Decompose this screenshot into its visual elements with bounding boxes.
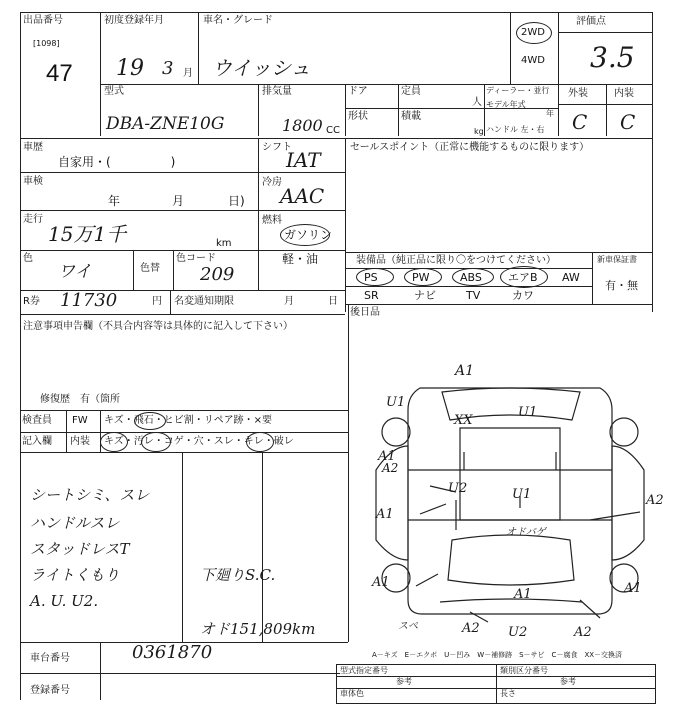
equip-aw: AW <box>562 271 580 284</box>
grade-label: 評価点 <box>576 16 606 27</box>
damage-mark-17: U2 <box>508 625 528 640</box>
equip-pw: PW <box>412 271 430 284</box>
displacement-label: 排気量 <box>262 86 292 97</box>
interior-grade: C <box>620 110 636 134</box>
reference-label-2: 参考 <box>560 677 576 686</box>
cc-unit: CC <box>326 125 340 136</box>
equipment-label: 装備品（純正品に限り〇をつけてください） <box>356 255 556 266</box>
damage-mark-5: A1 <box>378 449 396 464</box>
notice-label: 名変通知期限 <box>174 296 234 307</box>
shift-value: IAT <box>286 148 321 172</box>
reference-label: 参考 <box>396 677 412 686</box>
caution-label: 注意事項申告欄（不具合内容等は具体的に記入して下さい） <box>23 321 293 332</box>
note-line-2: ハンドルスレ <box>30 514 120 532</box>
equip-abs: ABS <box>460 271 482 284</box>
lot-number: 47 <box>46 60 73 87</box>
damage-mark-1: A1 <box>455 363 475 379</box>
displacement: 1800 <box>282 116 323 135</box>
inspection-month-unit: 月 <box>172 194 185 208</box>
model-label: 型式 <box>104 86 124 97</box>
interior-items: キズ・汚レ・コゲ・穴・スレ・キレ・破レ <box>104 436 294 447</box>
damage-mark-12: A1 <box>372 575 390 590</box>
equip-ps: PS <box>364 271 378 284</box>
notice-month: 月 <box>284 296 294 307</box>
chassis-label: 車台番号 <box>30 653 70 664</box>
door-label: ドア <box>348 86 368 97</box>
registration-label: 登録番号 <box>30 685 70 696</box>
fuel-gasoline: ガソリン <box>284 228 333 242</box>
repair-label: 修復歴 有（箇所 <box>40 394 120 405</box>
km-unit: km <box>216 238 232 249</box>
equip-navi: ナビ <box>414 289 436 302</box>
note-line-3: スタッドレスT <box>30 540 130 558</box>
equip-airbag: エアB <box>508 271 538 284</box>
color-code-label: 色コード <box>176 253 216 264</box>
fuel-diesel: 軽・油 <box>282 252 319 266</box>
drive-4wd: 4WD <box>521 55 545 66</box>
equip-sr: SR <box>364 289 379 302</box>
inspection-label: 車検 <box>23 176 43 187</box>
under-note: 下廻りS.C. <box>200 566 276 584</box>
mileage-value: 15万1千 <box>48 222 127 246</box>
rear-seat-label: 後日品 <box>350 307 380 318</box>
entry-label: 記入欄 <box>22 436 52 447</box>
damage-mark-11: オドバゲ <box>506 527 546 538</box>
history-value: 自家用・( ) <box>58 155 176 169</box>
odometer-note: オド151,809km <box>200 620 316 638</box>
first-registration-year: 19 <box>116 56 144 81</box>
person-unit: 人 <box>472 97 482 108</box>
color-value: ワイ <box>58 262 92 282</box>
damage-mark-10: A2 <box>646 493 664 508</box>
kg-unit: kg <box>474 127 484 136</box>
month-unit: 月 <box>183 68 193 79</box>
damage-mark-16: A2 <box>574 625 592 640</box>
grade: 3.5 <box>590 41 635 74</box>
damage-mark-6: A2 <box>382 461 399 475</box>
fw-label: FW <box>72 415 88 426</box>
history-label: 車歴 <box>23 142 43 153</box>
equip-tv: TV <box>466 289 481 302</box>
shift-label: シフト <box>262 142 292 153</box>
first-registration-month: 3 <box>162 58 174 79</box>
shape-label: 形状 <box>348 111 368 122</box>
color-code: 209 <box>200 264 235 285</box>
handle-label: ハンドル 左・右 <box>486 125 545 134</box>
load-label: 積載 <box>401 111 421 122</box>
ac-value: AAC <box>280 184 325 208</box>
inspection-day-unit: 日) <box>228 194 245 208</box>
ac-label: 冷房 <box>262 177 282 188</box>
inspector-label: 検査員 <box>22 415 52 426</box>
exterior-label: 外装 <box>568 88 588 99</box>
lot-number-code: [1098] <box>33 39 60 48</box>
notice-day: 日 <box>328 296 338 307</box>
yen-unit: 円 <box>152 296 162 307</box>
damage-mark-18: A1 <box>624 581 642 596</box>
model-year-unit: 年 <box>546 109 554 118</box>
damage-mark-14: A2 <box>462 621 480 636</box>
sales-point-label: セールスポイント（正常に機能するものに限ります） <box>350 142 590 153</box>
damage-mark-13: A1 <box>514 587 532 602</box>
color-label: 色 <box>23 253 33 264</box>
drive-2wd: 2WD <box>521 27 545 38</box>
warranty-value: 有・無 <box>605 279 638 292</box>
damage-mark-3: XX <box>454 413 473 428</box>
inspection-year-unit: 年 <box>108 194 121 208</box>
damage-mark-9: A1 <box>376 507 394 522</box>
note-line-1: シートシミ、スレ <box>30 486 150 504</box>
note-line-5: A. U. U2. <box>30 592 99 610</box>
interior-items-label: 内装 <box>70 436 90 447</box>
class-number-label: 類別区分番号 <box>500 666 548 675</box>
fw-items: キズ・飛石・ヒビ割・リペア跡・×要 <box>104 415 272 426</box>
model-cert-label: 型式指定番号 <box>340 666 388 675</box>
car-name: ウイッシュ <box>212 56 311 80</box>
damage-mark-4: U1 <box>518 405 538 420</box>
recycle-label: R券 <box>23 296 40 307</box>
model-code: DBA-ZNE10G <box>106 114 225 134</box>
equip-leather: カワ <box>512 289 534 302</box>
damage-legend: A－キズ E－エクボ U－凹み W－補修跡 S－サビ C－腐食 XX－交換済 <box>372 651 623 659</box>
damage-mark-2: U1 <box>386 395 406 410</box>
body-color-label: 車体色 <box>340 689 364 698</box>
dealer-label: ディーラー・並行 <box>486 86 550 95</box>
car-name-label: 車名・グレード <box>203 15 273 26</box>
damage-mark-8: U2 <box>448 481 468 496</box>
mileage-label: 走行 <box>23 214 43 225</box>
note-line-4: ライトくもり <box>30 566 120 584</box>
recycle-value: 11730 <box>60 290 118 311</box>
warranty-label: 新車保証書 <box>597 255 637 264</box>
damage-mark-7: U1 <box>512 487 532 502</box>
capacity-label: 定員 <box>401 86 421 97</box>
length-label: 長さ <box>500 689 516 698</box>
color-change-label: 色替 <box>140 263 160 274</box>
first-registration-label: 初度登録年月 <box>104 15 164 26</box>
model-year-label: モデル年式 <box>486 100 526 109</box>
damage-mark-15: スペ <box>398 621 418 632</box>
interior-label: 内装 <box>614 88 634 99</box>
lot-number-label: 出品番号 <box>23 15 63 26</box>
chassis-number: 0361870 <box>132 642 213 663</box>
fuel-label: 燃料 <box>262 215 282 226</box>
exterior-grade: C <box>572 110 588 134</box>
